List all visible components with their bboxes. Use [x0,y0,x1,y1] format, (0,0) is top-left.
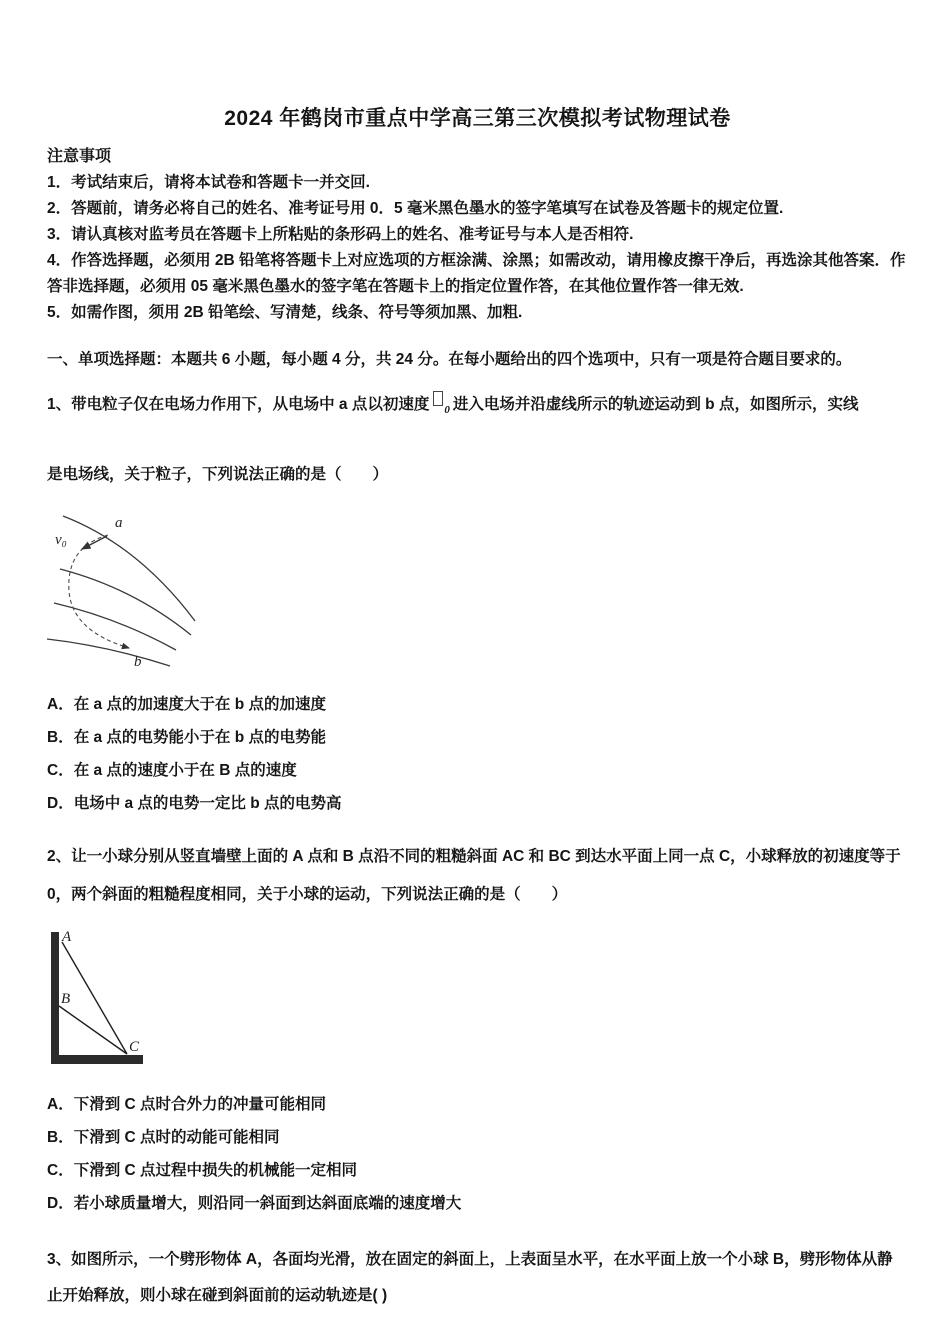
field-line-2 [60,569,191,635]
q1-option-b: B．在 a 点的电势能小于在 b 点的电势能 [47,729,327,747]
q2-option-b: B．下滑到 C 点时的动能可能相同 [47,1129,280,1147]
notice-section [47,144,908,326]
q2-option-d: D．若小球质量增大，则沿同一斜面到达斜面底端的速度增大 [47,1195,462,1213]
notice-item-4: 4．作答选择题，必须用 2B 铅笔将答题卡上对应选项的方框涂满、涂黑；如需改动，请用橡皮擦干净后，再选涂其他答案．作答非选择题，必须用 05 毫米黑色墨水的签字笔在答题卡上的指定位置作答，在其他位置作答一律无效. [47,252,906,295]
trajectory-dashed-path [69,535,129,648]
incline-BC [59,1006,127,1054]
q2-option-c: C．下滑到 C 点过程中损失的机械能一定相同 [47,1162,358,1180]
q1-option-c: C．在 a 点的速度小于在 B 点的速度 [47,762,297,780]
question-3-stem: 3、如图所示，一个劈形物体 A，各面均光滑，放在固定的斜面上，上表面呈水平，在水平面上放一个小球 B，劈形物体从静止开始释放，则小球在碰到斜面前的运动轨迹是( ) [47,1251,893,1305]
point-A-label: A [62,929,72,946]
exam-title: 2024 年鹤岗市重点中学高三第三次模拟考试物理试卷 [224,107,731,130]
point-B-label: B [61,991,71,1008]
v0-missing-glyph-box [433,391,443,406]
q1-stem-before: 1、带电粒子仅在电场力作用下，从电场中 a 点以初速度 [47,396,430,413]
q1-stem-after: 进入电场并沿虚线所示的轨迹运动到 b 点，如图所示，实线 [452,396,859,413]
point-b-label: b [134,654,142,671]
question-2-options [47,1088,908,1220]
q1-option-d: D．电场中 a 点的电势一定比 b 点的电势高 [47,795,342,813]
section-1-heading: 一、单项选择题：本题共 6 小题，每小题 4 分，共 24 分。在每小题给出的四个选项中，只有一项是符合题目要求的。 [47,351,852,368]
question-1-options [47,688,908,820]
q2-incline-figure [33,924,213,1074]
point-a-label: a [115,515,123,532]
notice-item-2: 2．答题前，请务必将自己的姓名、准考证号用 0．5 毫米黑色墨水的签字笔填写在试卷及答题卡的规定位置. [47,200,784,217]
question-1-stem-line2: 是电场线，关于粒子，下列说法正确的是（ ） [47,466,389,484]
q2-option-a: A．下滑到 C 点时合外力的冲量可能相同 [47,1096,327,1114]
v0-subscript: 0 [444,404,450,417]
ground [51,1055,143,1064]
incline-AC [62,942,127,1054]
question-2-stem: 2、让一小球分别从竖直墙壁上面的 A 点和 B 点沿不同的粗糙斜面 AC 和 BC 到达水平面上同一点 C，小球释放的初速度等于 0，两个斜面的粗糙程度相同，关于小球的运动，下列说法正确的是（ ） [47,848,901,904]
field-line-1 [63,516,195,621]
vertical-wall [51,932,59,1059]
notice-heading: 注意事项 [47,148,112,165]
point-C-label: C [129,1039,140,1056]
notice-item-5: 5．如需作图，须用 2B 铅笔绘、写清楚，线条、符号等须加黑、加粗. [47,304,523,321]
v0-label: v₀ [55,532,67,549]
q1-option-a: A．在 a 点的加速度大于在 b 点的加速度 [47,696,327,714]
notice-item-3: 3．请认真核对监考员在答题卡上所粘贴的条形码上的姓名、准考证号与本人是否相符. [47,226,634,243]
v0-velocity-arrow [82,536,107,549]
field-line-4 [47,639,170,666]
q1-field-lines-figure [33,503,283,678]
question-1-stem [47,386,908,429]
notice-item-1: 1．考试结束后，请将本试卷和答题卡一并交回. [47,174,370,191]
